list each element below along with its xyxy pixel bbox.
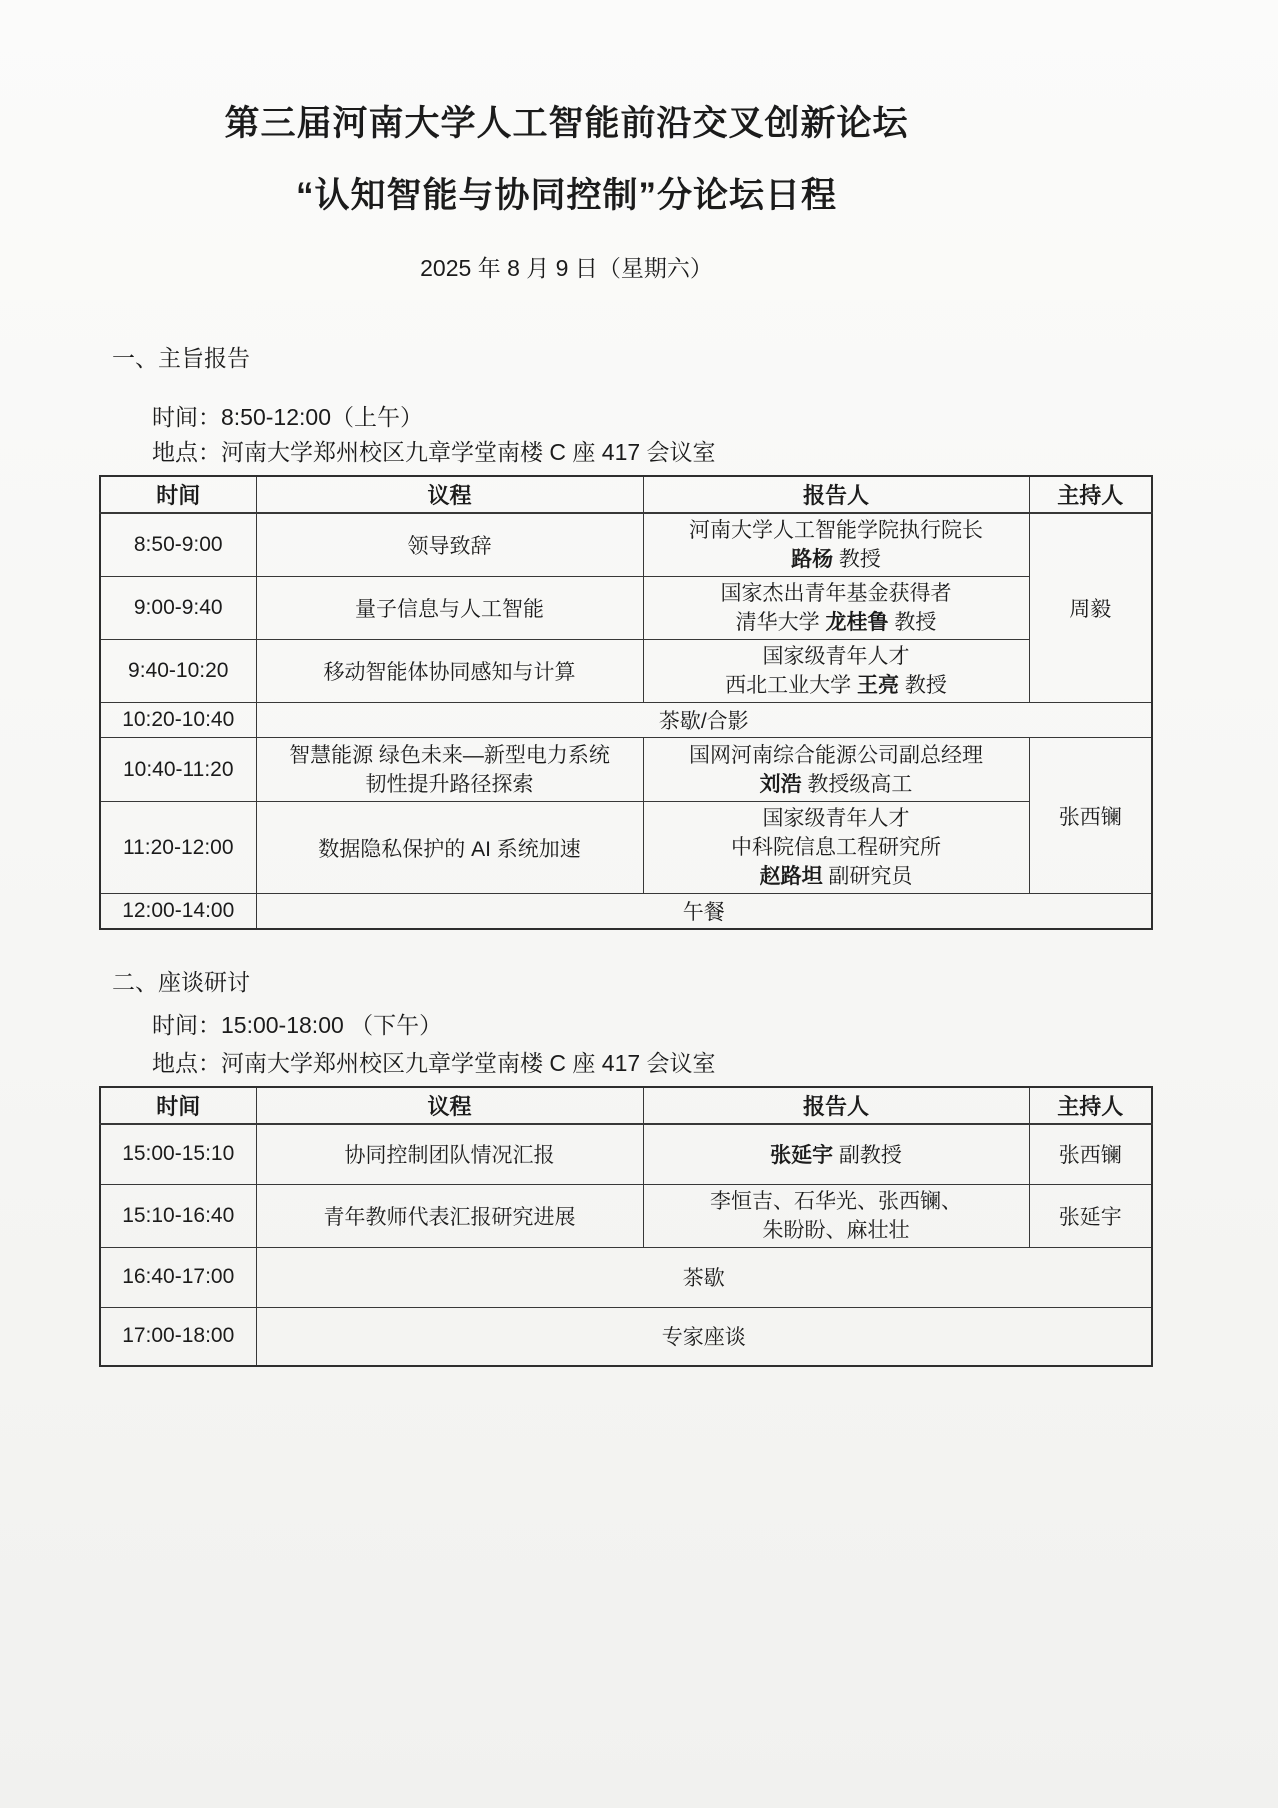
- speaker-name: 龙桂鲁: [825, 611, 889, 634]
- table-row: [100, 640, 1152, 703]
- speaker-cell: [643, 738, 1029, 802]
- location-label: 地点：: [152, 1050, 221, 1076]
- host-cell: 周毅: [1029, 513, 1152, 703]
- column-header-agenda: 议程: [256, 476, 643, 513]
- table-row: [100, 1184, 1152, 1247]
- location-value: 河南大学郑州校区九章学堂南楼 C 座 417 会议室: [221, 439, 716, 465]
- table-row-break: [100, 894, 1152, 930]
- schedule-table-afternoon: [99, 1086, 1153, 1367]
- doc-date: 2025 年 8 月 9 日（星期六）: [420, 255, 713, 281]
- speaker-title: 教授: [894, 611, 937, 634]
- speaker-name-line: [648, 545, 1025, 574]
- speaker-org: 清华大学: [735, 611, 820, 634]
- column-header-speaker: 报告人: [643, 1087, 1029, 1124]
- speaker-name-line: [648, 671, 1025, 700]
- break-cell: 午餐: [256, 894, 1152, 930]
- document-header: [99, 0, 1034, 284]
- speaker-name-line: [648, 608, 1025, 637]
- table-row: [100, 738, 1152, 802]
- speaker-affiliation: 河南大学人工智能学院执行院长: [689, 519, 983, 542]
- speaker-title: 副研究员: [828, 865, 913, 888]
- column-header-speaker: 报告人: [643, 476, 1029, 513]
- time-cell: 9:00-9:40: [100, 577, 256, 640]
- host-cell: 张西镧: [1029, 1124, 1152, 1184]
- column-header-time: 时间: [100, 476, 256, 513]
- speaker-name-line: [648, 862, 1025, 891]
- time-label: 时间：: [152, 1012, 221, 1038]
- agenda-cell: 量子信息与人工智能: [256, 577, 643, 640]
- location-label: 地点：: [152, 439, 221, 465]
- speaker-honor: 国家级青年人才: [762, 807, 910, 830]
- time-cell: 10:40-11:20: [100, 738, 256, 802]
- speaker-title: 教授级高工: [807, 772, 913, 796]
- agenda-cell: 协同控制团队情况汇报: [256, 1124, 643, 1184]
- agenda-cell: 数据隐私保护的 AI 系统加速: [256, 802, 643, 894]
- table-row: [100, 802, 1152, 894]
- speaker-cell: [643, 1184, 1029, 1247]
- time-cell: 11:20-12:00: [100, 802, 256, 894]
- speaker-name: 赵路坦: [759, 865, 823, 888]
- table-row-break: [100, 1307, 1152, 1366]
- speaker-names-line2: 朱盼盼、麻壮壮: [762, 1218, 910, 1242]
- time-value: 8:50-12:00（上午）: [221, 404, 423, 430]
- speaker-title: 教授: [904, 674, 947, 697]
- speaker-org: 西北工业大学: [725, 674, 852, 697]
- speaker-honor: 国家级青年人才: [762, 645, 910, 668]
- agenda-cell: 领导致辞: [256, 513, 643, 577]
- break-cell: 茶歇: [256, 1247, 1152, 1307]
- speaker-title: 教授: [838, 548, 881, 571]
- section2-heading: 二、座谈研讨: [112, 969, 250, 995]
- speaker-affiliation: 中科院信息工程研究所: [731, 836, 941, 859]
- time-cell: 15:00-15:10: [100, 1124, 256, 1184]
- agenda-line1: 智慧能源 绿色未来—新型电力系统: [289, 743, 610, 767]
- time-cell: 8:50-9:00: [100, 513, 256, 577]
- column-header-agenda: 议程: [256, 1087, 643, 1124]
- speaker-name: 路杨: [791, 548, 834, 571]
- section1-time-line: [152, 402, 1278, 432]
- break-cell: 茶歇/合影: [256, 703, 1152, 738]
- speaker-name-line: [648, 770, 1025, 799]
- agenda-cell: [256, 738, 643, 802]
- speaker-name: 刘浩: [759, 772, 802, 796]
- speaker-affiliation: 国网河南综合能源公司副总经理: [689, 743, 983, 767]
- agenda-cell: 移动智能体协同感知与计算: [256, 640, 643, 703]
- agenda-line2: 韧性提升路径探索: [365, 772, 534, 796]
- speaker-cell: [643, 577, 1029, 640]
- section2-location-line: [152, 1048, 1278, 1078]
- doc-title-line1: 第三届河南大学人工智能前沿交叉创新论坛: [224, 104, 909, 143]
- time-cell: 10:20-10:40: [100, 703, 256, 738]
- section1-heading: 一、主旨报告: [112, 345, 250, 371]
- speaker-name: 张延宇: [770, 1144, 834, 1168]
- column-header-host: 主持人: [1029, 1087, 1152, 1124]
- column-header-time: 时间: [100, 1087, 256, 1124]
- time-cell: 16:40-17:00: [100, 1247, 256, 1307]
- section2-time-line: [152, 1010, 1278, 1040]
- speaker-name: 王亮: [857, 674, 899, 697]
- host-cell: 张西镧: [1029, 738, 1152, 894]
- table-row: [100, 577, 1152, 640]
- speaker-names-line1: 李恒吉、石华光、张西镧、: [710, 1189, 962, 1213]
- speaker-cell: [643, 802, 1029, 894]
- time-cell: 15:10-16:40: [100, 1184, 256, 1247]
- speaker-cell: [643, 1124, 1029, 1184]
- table-row-break: [100, 703, 1152, 738]
- table-row: [100, 513, 1152, 577]
- table-header-row: [100, 476, 1152, 513]
- time-value: 15:00-18:00 （下午）: [221, 1012, 443, 1038]
- section1-location-line: [152, 437, 1278, 467]
- location-value: 河南大学郑州校区九章学堂南楼 C 座 417 会议室: [221, 1050, 716, 1076]
- speaker-cell: [643, 513, 1029, 577]
- table-header-row: [100, 1087, 1152, 1124]
- doc-title-line2: “认知智能与协同控制”分论坛日程: [295, 176, 837, 215]
- schedule-table-morning: [99, 475, 1153, 930]
- speaker-honor: 国家杰出青年基金获得者: [720, 582, 952, 605]
- host-cell: 张延宇: [1029, 1184, 1152, 1247]
- break-cell: 专家座谈: [256, 1307, 1152, 1366]
- time-label: 时间：: [152, 404, 221, 430]
- table-row: [100, 1124, 1152, 1184]
- speaker-cell: [643, 640, 1029, 703]
- column-header-host: 主持人: [1029, 476, 1152, 513]
- agenda-cell: 青年教师代表汇报研究进展: [256, 1184, 643, 1247]
- time-cell: 12:00-14:00: [100, 894, 256, 930]
- time-cell: 9:40-10:20: [100, 640, 256, 703]
- table-row-break: [100, 1247, 1152, 1307]
- speaker-title: 副教授: [838, 1144, 902, 1168]
- time-cell: 17:00-18:00: [100, 1307, 256, 1366]
